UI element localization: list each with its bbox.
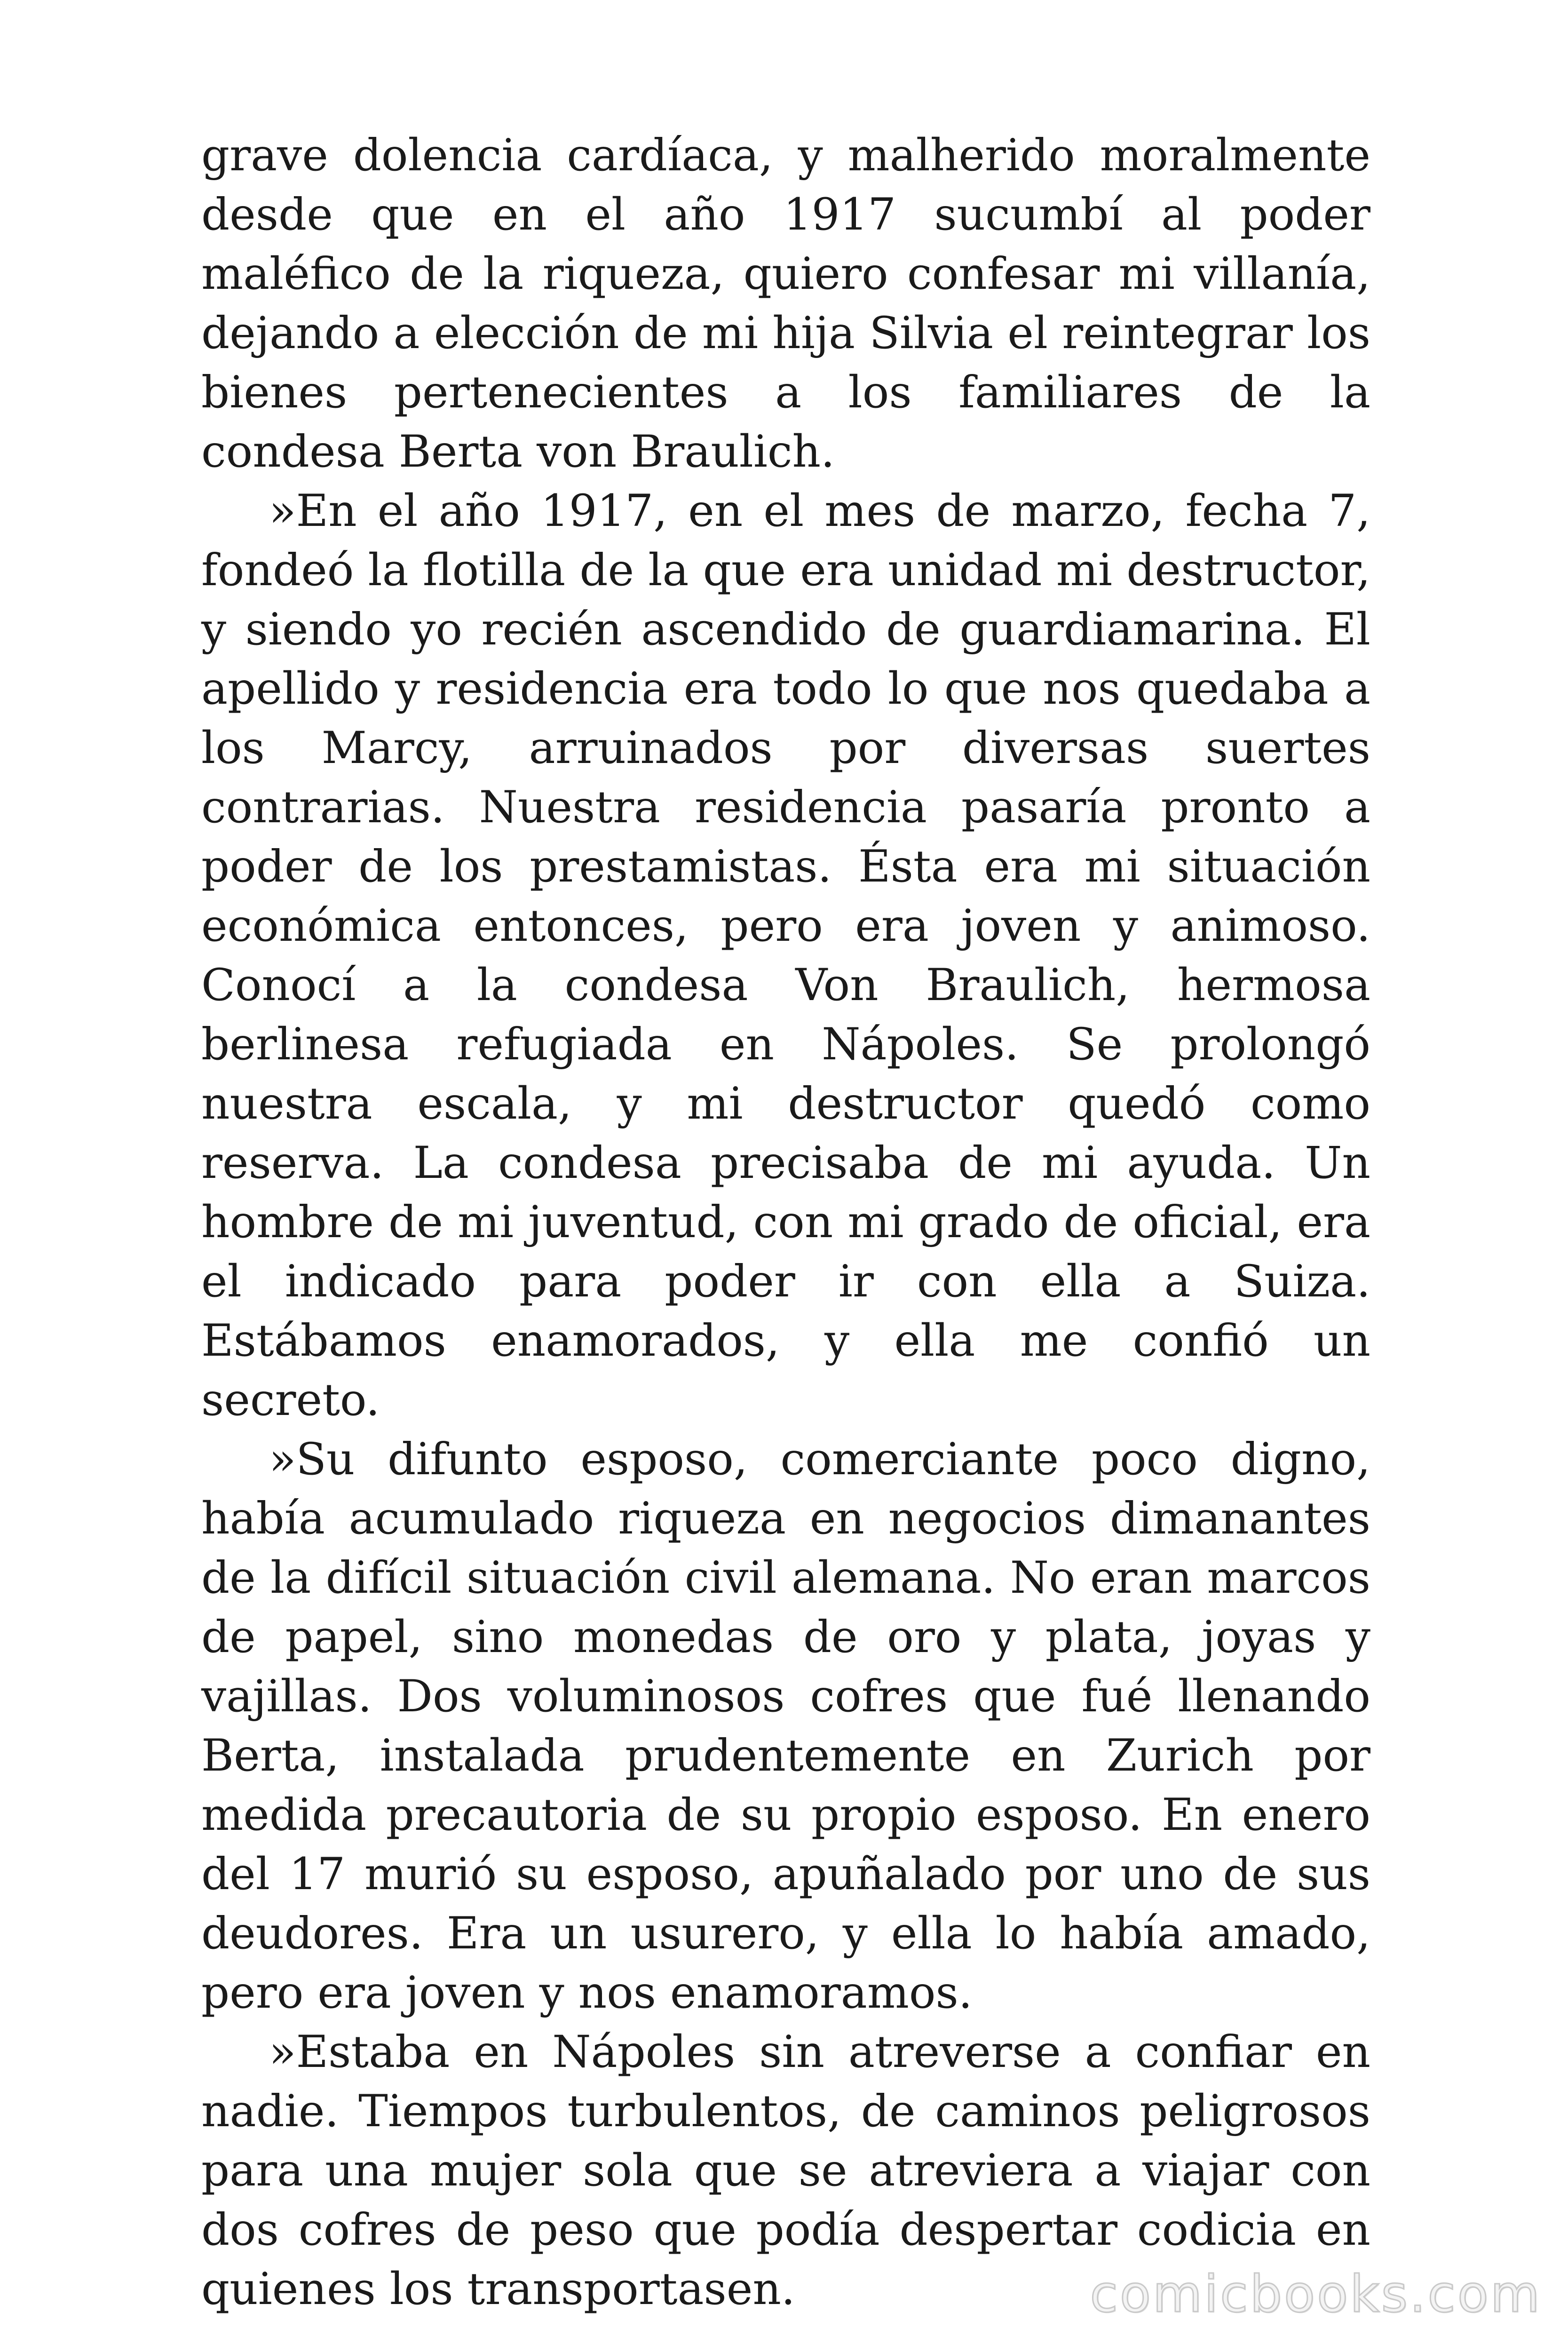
paragraph-3: »Su difunto esposo, comerciante poco digno, había acumulado riqueza en negocios dimanantes de la difícil situación civil alemana. No eran marcos de papel, sino monedas de oro y plata, joyas y vajillas. Dos voluminosos cofres que fué llenando Berta, instalada prudentemente en Zurich por medida precautoria de su propio esposo. En enero del 17 murió su esposo, apuñalado por uno de sus deudores. Era un usurero, y ella lo había amado, pero era joven y nos enamoramos. [201,1434,1370,2018]
paragraph-2: »En el año 1917, en el mes de marzo, fecha 7, fondeó la flotilla de la que era unidad mi destructor, y siendo yo recién ascendido de guardiamarina. El apellido y residencia era todo lo que nos quedaba a los Marcy, arruinados por diversas suertes contrarias. Nuestra residencia pasaría pronto a poder de los prestamistas. Ésta era mi situación económica entonces, pero era joven y animoso. Conocí a la condesa Von Braulich, hermosa berlinesa refugiada en Nápoles. Se prolongó nuestra escala, y mi destructor quedó como reserva. La condesa precisaba de mi ayuda. Un hombre de mi juventud, con mi grado de oficial, era el indicado para poder ir con ella a Suiza. Estábamos enamorados, y ella me confió un secreto. [201,485,1370,1426]
body-text [201,126,1370,2319]
paragraph-4: »Estaba en Nápoles sin atreverse a confiar en nadie. Tiempos turbulentos, de caminos peligrosos para una mujer sola que se atreviera a viajar con dos cofres de peso que podía despertar codicia en quienes los transportasen. [201,2026,1370,2315]
watermark: comicbooks.com [1090,2265,1542,2324]
paragraph-1: grave dolencia cardíaca, y malherido moralmente desde que en el año 1917 sucumbí al poder maléfico de la riqueza, quiero confesar mi villanía, dejando a elección de mi hija Silvia el reintegrar los bienes pertenecientes a los familiares de la condesa Berta von Braulich. [201,130,1370,477]
